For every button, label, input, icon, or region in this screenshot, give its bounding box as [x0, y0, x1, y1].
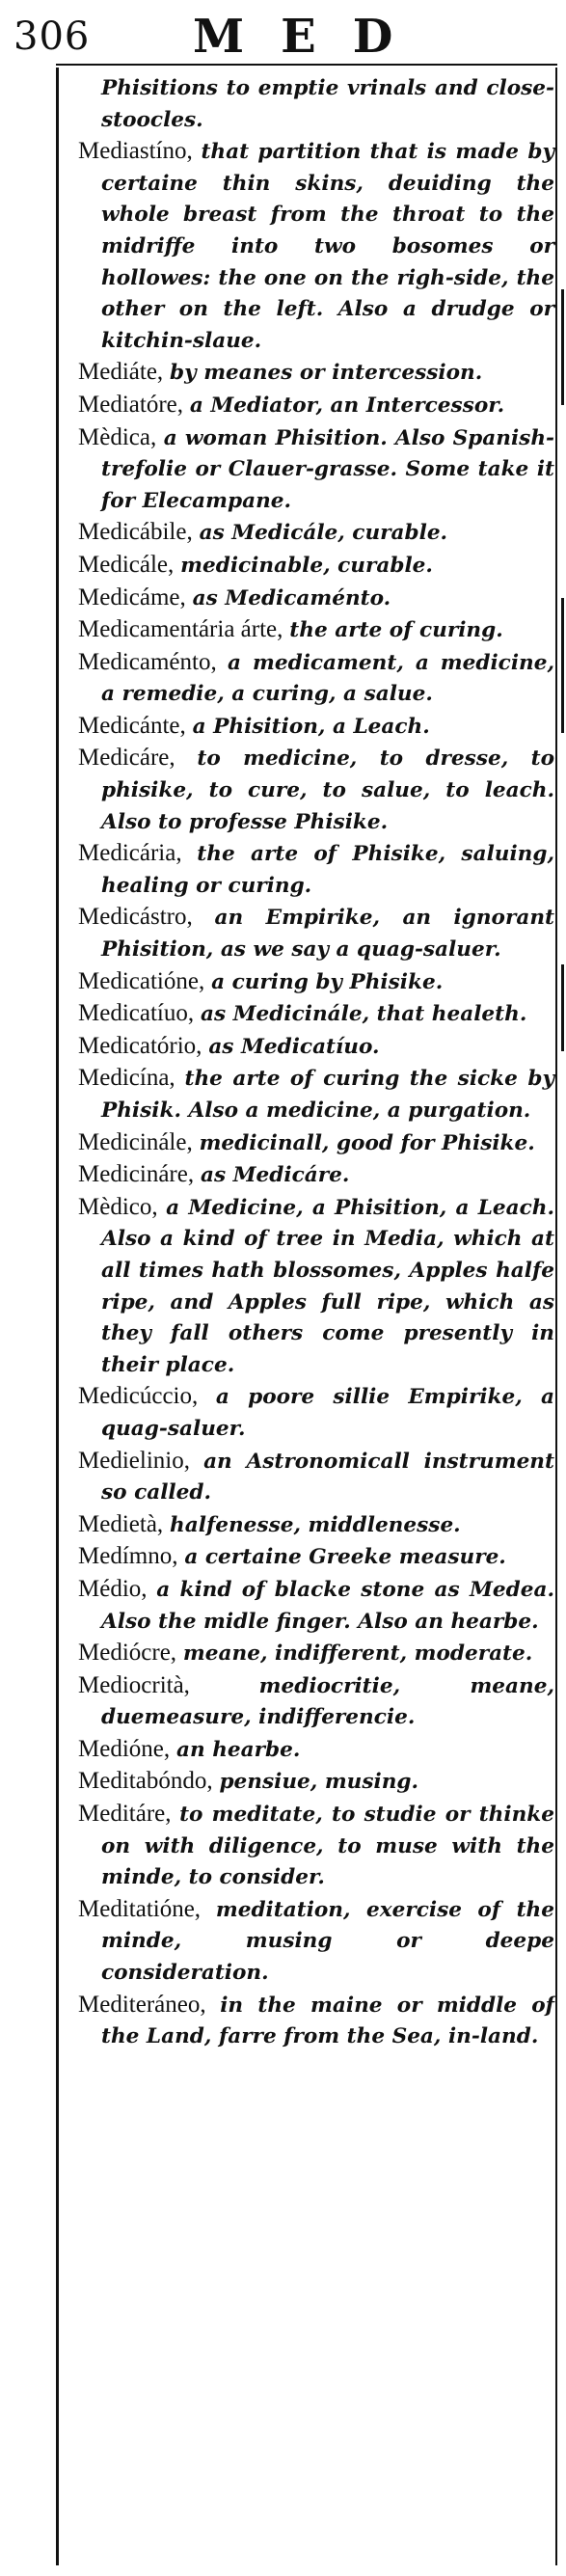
dictionary-entry — [78, 517, 554, 550]
entry-definition: the arte of curing. — [289, 618, 503, 643]
entry-headword: Medicástro, — [78, 904, 193, 931]
entry-definition: as Medicatíuo. — [208, 1034, 380, 1059]
entry-headword: Medióne, — [78, 1735, 171, 1762]
entry-definition: as Medicále, curable. — [199, 521, 448, 546]
dictionary-entry — [78, 357, 554, 390]
entry-headword: Medicinále, — [78, 1128, 193, 1155]
entry-headword: Medicatório, — [78, 1032, 202, 1059]
entry-headword: Mediastíno, — [78, 138, 193, 165]
entry-headword: Mediatóre, — [78, 391, 183, 418]
entry-definition: a kind of blacke stone as Medea. Also the midle finger. Also an hearbe. — [101, 1577, 554, 1634]
entry-definition: a medicament, a medicine, a remedie, a curing, a salue. — [101, 650, 554, 707]
dictionary-column — [56, 68, 557, 2565]
entry-definition: mediocritie, meane, duemeasure, indifferencie. — [101, 1673, 554, 1730]
entry-headword: Medímno, — [78, 1543, 178, 1570]
entry-headword: Medicamentária árte, — [78, 616, 283, 643]
entry-headword: Mèdico, — [78, 1193, 158, 1220]
dictionary-entry — [78, 550, 554, 583]
entry-headword: Medietà, — [78, 1510, 164, 1537]
entry-definition: in the maine or middle of the Land, farre from the Sea, in-land. — [101, 1993, 554, 2049]
entry-headword: Medicatióne, — [78, 967, 205, 994]
entry-headword: Medielinio, — [78, 1447, 190, 1474]
entry-headword: Medicária, — [78, 840, 182, 867]
entry-headword: Mediteráneo, — [78, 1991, 206, 2018]
entry-headword: Medicábile, — [78, 519, 193, 546]
margin-mark — [561, 964, 564, 1051]
entry-headword: Medicáme, — [78, 583, 186, 610]
dictionary-entry — [78, 1670, 554, 1734]
dictionary-entry — [78, 390, 554, 422]
entry-definition: to meditate, to studie or thinke on with diligence, to muse with the minde, to consider. — [101, 1803, 554, 1890]
dictionary-entry — [78, 743, 554, 838]
dictionary-entry — [78, 1541, 554, 1574]
entry-headword: Medicatíuo, — [78, 1000, 195, 1027]
dictionary-entry — [78, 838, 554, 902]
entry-headword: Médio, — [78, 1575, 148, 1602]
dictionary-entry — [78, 1990, 554, 2053]
dictionary-entry — [78, 1127, 554, 1160]
entry-definition: meane, indifferent, moderate. — [182, 1641, 533, 1667]
dictionary-entry — [78, 1509, 554, 1542]
header-rule — [56, 64, 557, 66]
entry-definition: a curing by Phisike. — [211, 969, 444, 994]
page-number: 306 — [13, 14, 91, 59]
dictionary-entry — [78, 1031, 554, 1064]
entry-headword: Meditatióne, — [78, 1895, 202, 1922]
dictionary-entry — [78, 1381, 554, 1445]
entry-definition: an hearbe. — [176, 1737, 301, 1762]
entry-headword: Meditabóndo, — [78, 1768, 213, 1795]
margin-mark — [561, 289, 564, 405]
dictionary-entry — [78, 1799, 554, 1894]
dictionary-entry — [78, 73, 554, 136]
dictionary-entry — [78, 1894, 554, 1990]
dictionary-entry — [78, 1192, 554, 1382]
entry-definition: the arte of curing the sicke by Phisik. Also a medicine, a purgation. — [101, 1067, 554, 1123]
entry-headword: Medicáre, — [78, 745, 175, 772]
entry-definition: a Medicine, a Phisition, a Leach. Also a kind of tree in Media, which at all times hath blossomes, Apples halfe ripe, and Apples full ripe, which as they fall others come presently in their place. — [101, 1195, 554, 1377]
entry-list — [78, 73, 554, 2053]
dictionary-entry — [78, 711, 554, 744]
entry-definition: a Mediator, an Intercessor. — [189, 393, 505, 418]
entry-definition: to medicine, to dresse, to phisike, to cure, to salue, to leach. Also to professe Phisike. — [101, 746, 554, 834]
dictionary-entry — [78, 1446, 554, 1509]
entry-headword: Mediocrità, — [78, 1671, 190, 1698]
dictionary-entry — [78, 1766, 554, 1799]
dictionary-entry — [78, 1734, 554, 1767]
entry-headword: Meditáre, — [78, 1801, 172, 1828]
entry-headword: Medicúccio, — [78, 1383, 199, 1410]
entry-definition: that partition that is made by certaine thin skins, deuiding the whole breast from the throat to the midriffe into two bosomes or hollowes: the one on the righ-side, the other on the left. Also a drudge or kitchin-slaue. — [101, 140, 554, 353]
dictionary-entry — [78, 583, 554, 615]
page-header — [0, 0, 566, 68]
entry-definition: Phisitions to emptie vrinals and close-stoocles. — [101, 76, 554, 132]
entry-headword: Medicále, — [78, 551, 175, 578]
dictionary-entry — [78, 647, 554, 711]
dictionary-entry — [78, 1063, 554, 1126]
running-head: MED — [193, 10, 430, 64]
entry-headword: Medicánte, — [78, 712, 186, 739]
entry-headword: Mèdica, — [78, 423, 157, 450]
entry-definition: by meanes or intercession. — [170, 361, 483, 386]
entry-definition: a certaine Greeke measure. — [184, 1545, 506, 1570]
dictionary-entry — [78, 902, 554, 965]
dictionary-entry — [78, 1574, 554, 1638]
entry-headword: Medicináre, — [78, 1161, 195, 1188]
entry-definition: meditation, exercise of the minde, musing or deepe consideration. — [101, 1897, 554, 1986]
entry-definition: halfenesse, middlenesse. — [170, 1512, 461, 1537]
dictionary-entry — [78, 966, 554, 999]
dictionary-entry — [78, 614, 554, 647]
entry-definition: as Medicinále, that healeth. — [200, 1002, 527, 1027]
entry-headword: Mediáte, — [78, 359, 164, 386]
margin-mark — [561, 598, 564, 733]
entry-definition: medicinable, curable. — [180, 553, 433, 578]
entry-definition: as Medicaménto. — [192, 585, 391, 610]
entry-definition: a Phisition, a Leach. — [192, 714, 430, 739]
entry-definition: a poore sillie Empirike, a quag-saluer. — [101, 1385, 554, 1441]
dictionary-entry — [78, 1159, 554, 1192]
entry-headword: Medicaménto, — [78, 648, 217, 675]
entry-definition: pensiue, musing. — [219, 1770, 419, 1795]
dictionary-entry — [78, 998, 554, 1031]
entry-definition: a woman Phisition. Also Spanish-trefolie or Clauer-grasse. Some take it for Elecampane. — [101, 425, 554, 513]
entry-definition: an Astronomicall instrument so called. — [101, 1449, 554, 1505]
entry-definition: the arte of Phisike, saluing, healing or curing. — [101, 842, 554, 898]
entry-definition: an Empirike, an ignorant Phisition, as we say a quag-saluer. — [101, 906, 554, 963]
dictionary-entry — [78, 422, 554, 518]
entry-headword: Mediócre, — [78, 1640, 177, 1667]
entry-headword: Medicína, — [78, 1065, 175, 1092]
dictionary-entry — [78, 1638, 554, 1670]
entry-definition: medicinall, good for Phisike. — [199, 1130, 535, 1155]
entry-definition: as Medicáre. — [200, 1163, 350, 1188]
dictionary-entry — [78, 136, 554, 357]
